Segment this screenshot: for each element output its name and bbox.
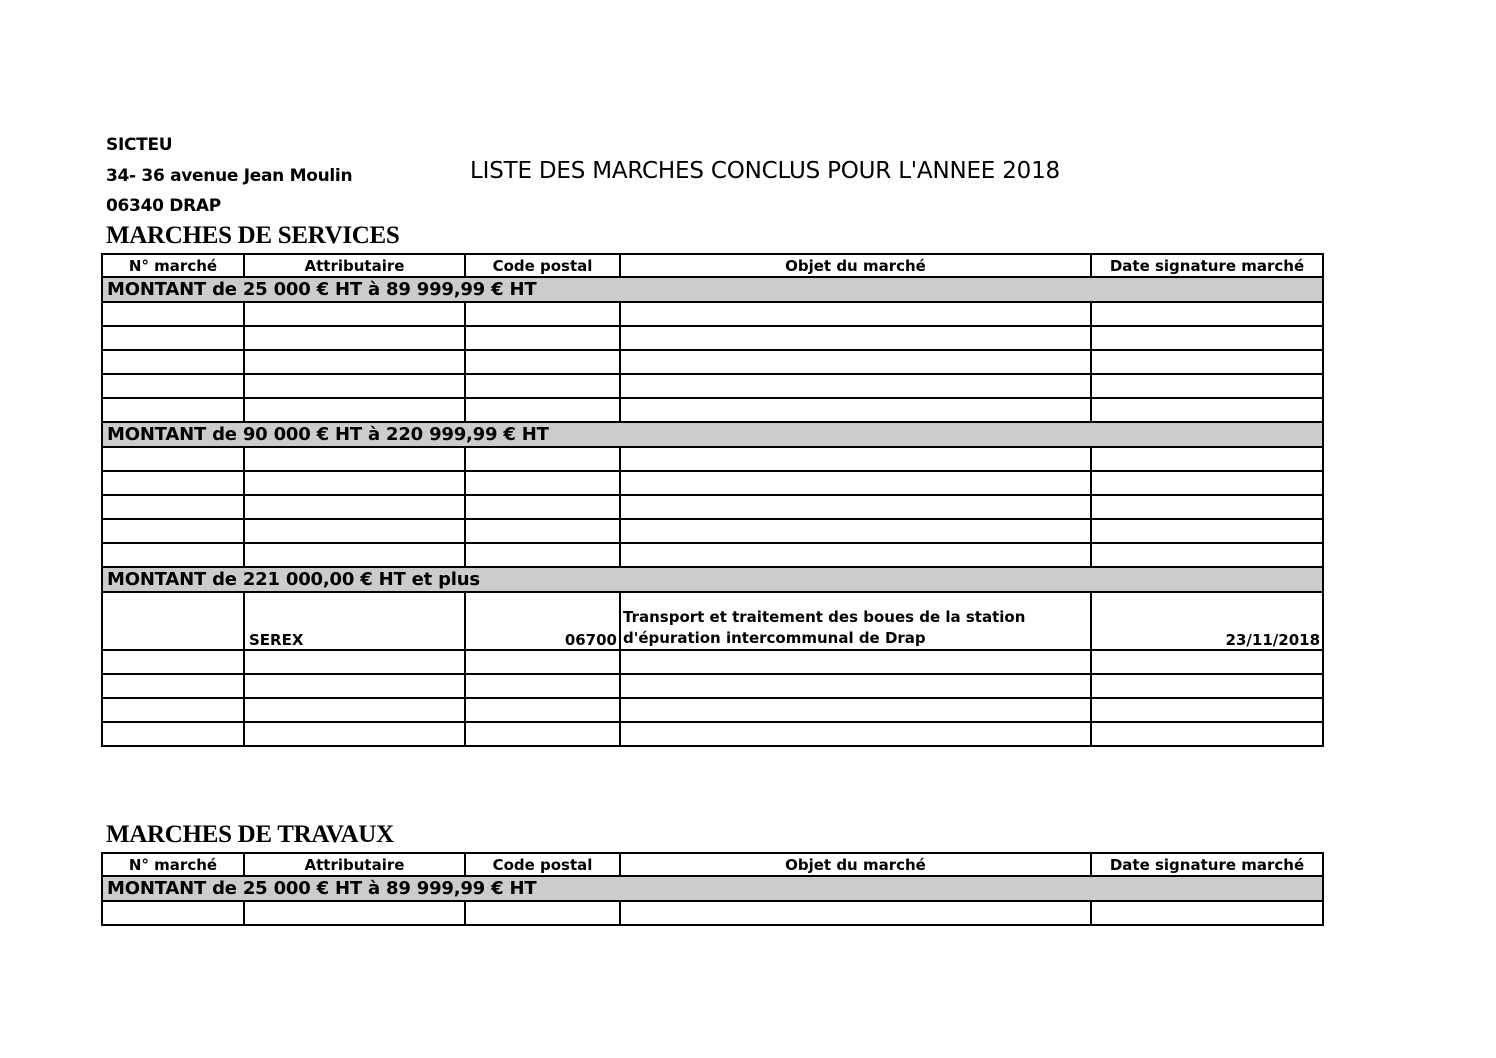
contract-objet: Transport et traitement des boues de la station d'épuration intercommunal de Drap [620,592,1091,650]
amount-band-row [102,277,1323,302]
amount-band-row [102,567,1323,592]
contract-date: 23/11/2018 [1091,592,1323,650]
col-objet-header: Objet du marché [620,853,1091,876]
services-section-title: MARCHES DE SERVICES [106,222,400,249]
amount-band-label: MONTANT de 90 000 € HT à 220 999,99 € HT [102,422,1323,447]
table-row [102,543,1323,567]
contract-row [102,592,1323,650]
table-row [102,722,1323,746]
table-row [102,519,1323,543]
table-row [102,447,1323,471]
org-city: 06340 DRAP [106,196,221,216]
table-row [102,698,1323,722]
table-row [102,302,1323,326]
col-date-header: Date signature marché [1091,254,1323,277]
table-row [102,471,1323,495]
col-code-postal-header: Code postal [465,853,620,876]
table-row [102,374,1323,398]
col-objet-header: Objet du marché [620,254,1091,277]
amount-band-label: MONTANT de 221 000,00 € HT et plus [102,567,1323,592]
table-row [102,650,1323,674]
table-row [102,495,1323,519]
table-row [102,350,1323,374]
col-attributaire-header: Attributaire [244,853,465,876]
contract-attributaire: SEREX [244,592,465,650]
table-row [102,326,1323,350]
contract-code-postal: 06700 [465,592,620,650]
col-attributaire-header: Attributaire [244,254,465,277]
document-title: LISTE DES MARCHES CONCLUS POUR L'ANNEE 2018 [470,158,1060,184]
amount-band-row [102,422,1323,447]
amount-band-label: MONTANT de 25 000 € HT à 89 999,99 € HT [102,277,1323,302]
col-numero-header: N° marché [102,254,244,277]
travaux-table [101,852,1324,926]
table-row [102,398,1323,422]
travaux-section-title: MARCHES DE TRAVAUX [106,821,394,848]
services-table [101,253,1324,747]
table-row [102,901,1323,925]
org-name: SICTEU [106,135,173,155]
table-row [102,674,1323,698]
table-header-row [102,254,1323,277]
table-header-row [102,853,1323,876]
org-address: 34- 36 avenue Jean Moulin [106,166,353,186]
amount-band-label: MONTANT de 25 000 € HT à 89 999,99 € HT [102,876,1323,901]
col-code-postal-header: Code postal [465,254,620,277]
col-numero-header: N° marché [102,853,244,876]
amount-band-row [102,876,1323,901]
col-date-header: Date signature marché [1091,853,1323,876]
contract-numero [102,592,244,650]
